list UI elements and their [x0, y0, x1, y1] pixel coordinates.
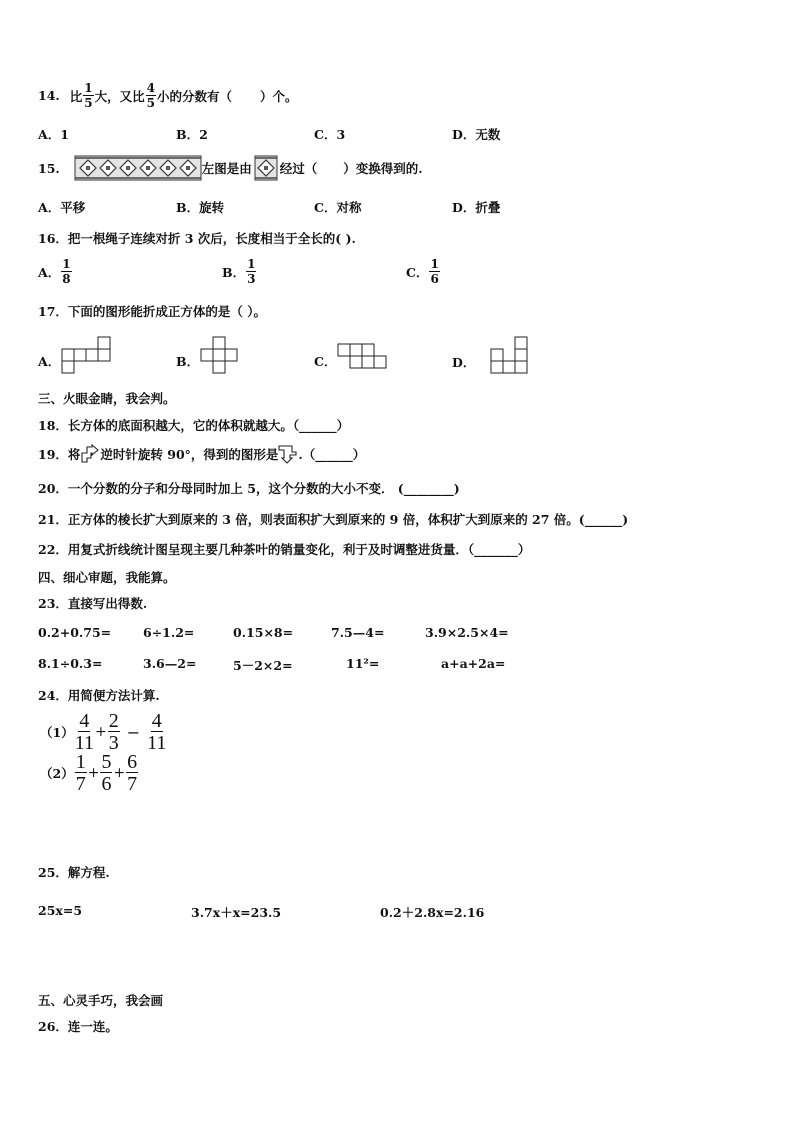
q19-text-1: 19．将	[38, 447, 81, 462]
q15-text-1: 左图是由	[201, 161, 252, 176]
q14-text-1: 比	[69, 88, 83, 104]
question-24-title: 24．用简便方法计算.	[38, 688, 160, 703]
equation: 3.7x＋x=23.5	[191, 905, 282, 920]
fraction: $\frac{5}{6}$	[101, 751, 112, 795]
option-c[interactable]: C．3	[314, 127, 346, 142]
calc-item: 0.2+0.75=	[38, 625, 112, 640]
calc-item: 8.1÷0.3=	[38, 656, 103, 671]
calc-item: 3.6—2=	[143, 656, 197, 671]
option-a[interactable]: A．平移	[38, 200, 86, 215]
calc-item: a+a+2a=	[441, 656, 506, 671]
fraction: $\frac{6}{7}$	[127, 751, 138, 795]
question-14	[38, 82, 298, 109]
fraction-one-eighth: $\frac{1}{8}$	[62, 257, 71, 286]
question-26: 26．连一连。	[38, 1019, 118, 1034]
option-b[interactable]: B．旋转	[176, 200, 225, 215]
cube-net-c-image	[336, 336, 390, 374]
calc-item: 6÷1.2=	[143, 625, 195, 640]
question-number: 15.	[38, 160, 60, 176]
cube-net-d-image	[489, 336, 531, 376]
option-b[interactable]: B． $\frac{1}{3}$	[222, 257, 256, 286]
option-d[interactable]: D．	[452, 336, 531, 376]
calc-item: 3.9×2.5×4=	[425, 625, 509, 640]
question-22: 22．用复式折线统计图呈现主要几种茶叶的销量变化，利于及时调整进货量．（_______）	[38, 542, 531, 557]
q15-text-3: ）变换得到的.	[343, 161, 423, 176]
q15-text-2: 经过（	[279, 161, 318, 176]
option-a[interactable]: A． $\frac{1}{8}$	[38, 257, 71, 286]
fraction: $\frac{2}{3}$	[108, 710, 119, 754]
calc-item: 5－2×2=	[233, 658, 293, 673]
single-tile-image	[254, 154, 278, 182]
question-21: 21．正方体的棱长扩大到原来的 3 倍，则表面积扩大到原来的 9 倍，体积扩大到原来的 27 倍。(______)	[38, 512, 629, 527]
q24-part-2: （2） $\frac{1}{7}$ + $\frac{5}{6}$ + $\frac{6}{7}$	[40, 751, 138, 795]
fraction-one-sixth: $\frac{1}{6}$	[430, 257, 439, 286]
option-c[interactable]: C．对称	[314, 200, 362, 215]
question-23-title: 23．直接写出得数.	[38, 596, 148, 611]
question-19	[38, 444, 365, 464]
q19-text-2: 逆时针旋转 90°，得到的图形是	[100, 447, 279, 462]
option-d[interactable]: D．无数	[452, 127, 501, 142]
fraction-four-fifths: $\frac{4}{5}$	[146, 81, 155, 110]
q14-text-3: 小的分数有（	[157, 88, 233, 104]
fraction-one-fifth: $\frac{1}{5}$	[84, 81, 93, 110]
question-16: 16．把一根绳子连续对折 3 次后，长度相当于全长的( ).	[38, 231, 356, 246]
question-number: 14.	[38, 88, 60, 103]
q14-text-2: 大，又比	[94, 88, 145, 104]
cube-net-b-image	[199, 336, 241, 374]
section-3-heading: 三、火眼金睛，我会判。	[38, 391, 176, 406]
question-25-title: 25．解方程.	[38, 865, 110, 880]
option-a[interactable]: A．	[38, 336, 114, 374]
calc-item: 7.5—4=	[331, 625, 385, 640]
fraction: $\frac{1}{7}$	[75, 751, 86, 795]
section-4-heading: 四、细心审题，我能算。	[38, 570, 176, 585]
calc-item: 11²=	[346, 656, 380, 671]
question-18: 18．长方体的底面积越大，它的体积就越大。（______）	[38, 418, 350, 433]
cube-net-a-image	[60, 336, 114, 374]
option-c[interactable]: C． $\frac{1}{6}$	[406, 257, 439, 286]
equation: 25x=5	[38, 903, 83, 918]
option-b[interactable]: B．2	[176, 127, 208, 142]
question-20: 20．一个分数的分子和分母同时加上 5，这个分数的大小不变． (________)	[38, 481, 460, 496]
option-c[interactable]: C．	[314, 336, 390, 374]
equation: 0.2＋2.8x=2.16	[380, 905, 485, 920]
q19-text-3: .（______）	[298, 447, 366, 462]
calc-item: 0.15×8=	[233, 625, 294, 640]
arrow-shape-original-image	[80, 444, 100, 464]
q14-text-4: ）个。	[260, 88, 298, 104]
pattern-strip-image	[74, 154, 202, 182]
fraction: $\frac{4}{11}$	[147, 710, 167, 754]
section-5-heading: 五、心灵手巧，我会画	[38, 993, 164, 1008]
question-15	[38, 154, 423, 182]
option-a[interactable]: A．1	[38, 127, 69, 142]
fraction-one-third: $\frac{1}{3}$	[247, 257, 256, 286]
option-d[interactable]: D．折叠	[452, 200, 501, 215]
option-b[interactable]: B．	[176, 336, 241, 374]
question-17: 17．下面的图形能折成正方体的是（ ）。	[38, 304, 266, 319]
arrow-shape-rotated-image	[278, 444, 298, 464]
fraction: $\frac{4}{11}$	[74, 710, 94, 754]
q24-part-1: （1） $\frac{4}{11}$ + $\frac{2}{3}$ − $\frac{4}{11}$	[40, 710, 167, 754]
